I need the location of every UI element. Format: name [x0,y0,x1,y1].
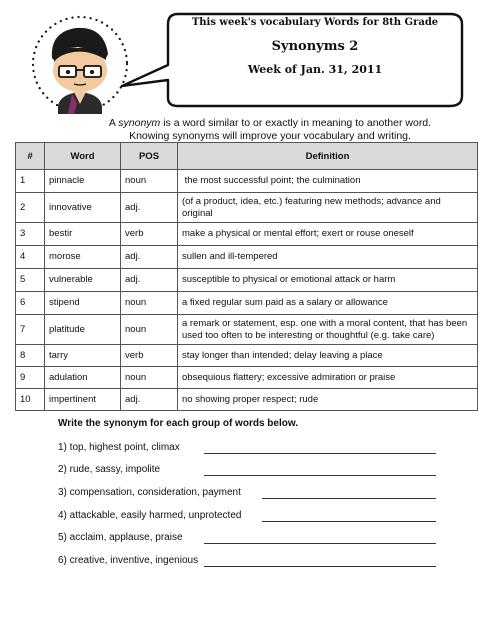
answer-blank[interactable] [204,453,436,454]
header-num: # [16,143,45,170]
exercise-prompt: 2) rude, sassy, impolite [58,464,161,475]
row-number: 9 [16,367,45,389]
answer-blank[interactable] [204,566,436,567]
row-word: pinnacle [45,170,121,193]
row-word: innovative [45,193,121,223]
intro-text-a: A [108,117,119,129]
week-date: Week of Jan. 31, 2011 [247,63,383,76]
intro-text [80,117,460,143]
table-row [16,193,478,223]
row-pos: noun [121,170,178,193]
answer-blank[interactable] [204,475,436,476]
exercise-item [58,532,448,546]
row-definition: the most successful point; the culmination [178,170,478,193]
row-pos: noun [121,315,178,345]
exercise-item [58,464,448,478]
row-definition: (of a product, idea, etc.) featuring new methods; advance and original [178,193,478,223]
table-row [16,223,478,246]
header-pos: POS [121,143,178,170]
row-number: 2 [16,193,45,223]
row-pos: verb [121,345,178,367]
row-definition: obsequious flattery; excessive admiration or praise [178,367,478,389]
exercise-prompt: 6) creative, inventive, ingenious [58,555,199,566]
table-row [16,345,478,367]
row-pos: noun [121,367,178,389]
row-pos: noun [121,292,178,315]
intro-line-2: Knowing synonyms will improve your vocabulary and writing. [129,130,411,142]
exercise-prompt: 5) acclaim, applause, praise [58,532,183,543]
row-pos: verb [121,223,178,246]
table-row [16,292,478,315]
row-word: stipend [45,292,121,315]
row-number: 1 [16,170,45,193]
row-definition: no showing proper respect; rude [178,389,478,411]
exercise-prompt: 1) top, highest point, climax [58,442,180,453]
row-word: vulnerable [45,269,121,292]
teacher-avatar-illustration [30,14,130,116]
row-word: adulation [45,367,121,389]
answer-blank[interactable] [262,521,436,522]
exercise-heading: Write the synonym for each group of words below. [58,418,299,429]
row-definition: sullen and ill-tempered [178,246,478,269]
header-definition: Definition [178,143,478,170]
row-number: 6 [16,292,45,315]
row-pos: adj. [121,246,178,269]
row-pos: adj. [121,269,178,292]
row-number: 5 [16,269,45,292]
intro-emphasis: synonym [118,117,161,129]
vocabulary-table [15,142,478,411]
row-word: tarry [45,345,121,367]
row-word: morose [45,246,121,269]
row-pos: adj. [121,389,178,411]
header-line-1: This week's vocabulary Words for 8th Grade [191,17,439,28]
header-block [165,16,465,77]
row-definition: a fixed regular sum paid as a salary or allowance [178,292,478,315]
synonym-exercise [58,418,448,566]
exercise-prompt: 4) attackable, easily harmed, unprotected [58,510,242,521]
exercise-item [58,555,448,569]
exercise-item [58,510,448,524]
table-row [16,367,478,389]
row-word: bestir [45,223,121,246]
table-row [16,269,478,292]
row-number: 4 [16,246,45,269]
row-definition: susceptible to physical or emotional attack or harm [178,269,478,292]
table-row [16,246,478,269]
row-definition: a remark or statement, esp. one with a moral content, that has been used too often to be interesting or thoughtful (e.g. take care) [178,315,478,345]
row-number: 3 [16,223,45,246]
table-row [16,389,478,411]
row-number: 10 [16,389,45,411]
answer-blank[interactable] [262,498,436,499]
row-word: impertinent [45,389,121,411]
intro-line-1 [80,117,460,130]
exercise-prompt: 3) compensation, consideration, payment [58,487,241,498]
table-row [16,315,478,345]
worksheet-title: Synonyms 2 [271,39,359,54]
row-definition: stay longer than intended; delay leaving a place [178,345,478,367]
answer-blank[interactable] [204,543,436,544]
row-definition: make a physical or mental effort; exert or rouse oneself [178,223,478,246]
exercise-item [58,442,448,456]
row-word: platitude [45,315,121,345]
exercise-item [58,487,448,501]
row-pos: adj. [121,193,178,223]
row-number: 7 [16,315,45,345]
header-word: Word [45,143,121,170]
table-header-row [16,143,478,170]
table-row [16,170,478,193]
row-number: 8 [16,345,45,367]
intro-text-b: is a word similar to or exactly in meaning to another word. [160,117,432,129]
